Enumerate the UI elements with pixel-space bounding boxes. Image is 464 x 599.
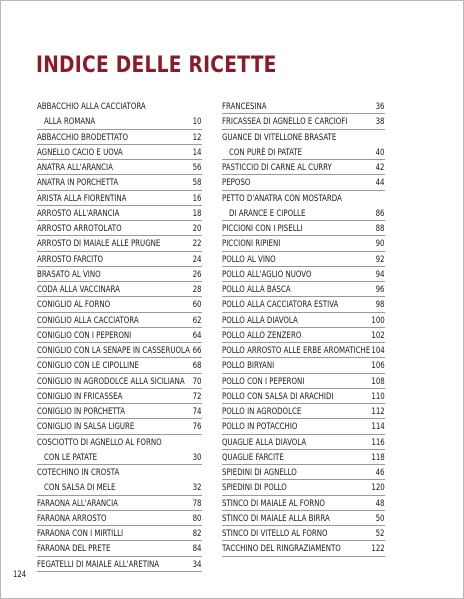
recipe-page-number: 96 — [376, 284, 385, 295]
index-entry — [37, 130, 202, 145]
recipe-name: BRASATO AL VINO — [37, 268, 101, 280]
recipe-page-number: 86 — [376, 207, 385, 219]
index-entry — [222, 297, 385, 312]
recipe-page-number: 18 — [193, 207, 202, 219]
recipe-page-number: 64 — [193, 329, 202, 341]
recipe-name: COSCIOTTO DI AGNELLO AL FORNO — [37, 436, 162, 448]
recipe-page-number: 80 — [193, 512, 202, 524]
index-entry — [37, 221, 202, 236]
recipe-name: POLLO BIRYANI — [222, 360, 275, 372]
index-entry — [37, 374, 202, 389]
recipe-page-number: 12 — [193, 131, 202, 143]
recipe-name: SPIEDINI DI POLLO — [222, 482, 287, 494]
index-entry — [37, 358, 202, 373]
recipe-name: POLLO IN AGRODOLCE — [222, 406, 302, 417]
index-entry — [37, 282, 202, 297]
recipe-name: POLLO CON I PEPERONI — [222, 375, 305, 387]
index-entry — [222, 496, 385, 511]
index-entry — [222, 450, 385, 465]
recipe-page-number: 20 — [193, 223, 202, 234]
recipe-name: FARAONA ARROSTO — [37, 512, 107, 524]
recipe-page-number: 10 — [193, 116, 202, 128]
index-entry — [37, 511, 202, 526]
index-entry — [37, 480, 202, 495]
index-entry — [222, 114, 385, 129]
recipe-name: COTECHINO IN CROSTA — [37, 467, 120, 478]
index-entry — [222, 511, 385, 526]
recipe-name: POLLO ALL'AGLIO NUOVO — [222, 268, 312, 280]
recipe-page-number: 58 — [193, 177, 202, 189]
index-entry — [222, 526, 385, 541]
recipe-page-number: 38 — [376, 116, 385, 128]
recipe-page-number: 110 — [371, 390, 385, 402]
index-entry — [222, 206, 385, 221]
recipe-name: ABBACCHIO BRODETTATO — [37, 131, 128, 143]
index-entry — [222, 191, 385, 206]
recipe-name: STINCO DI VITELLO AL FORNO — [222, 528, 328, 539]
recipe-page-number: 60 — [193, 299, 202, 311]
recipe-name: CONIGLIO IN SALSA LIGURE — [37, 421, 135, 433]
recipe-name: FARAONA CON I MIRTILLI — [37, 528, 124, 539]
recipe-name: PICCIONI CON I PISELLI — [222, 223, 303, 234]
recipe-page-number: 22 — [193, 238, 202, 250]
page-number: 124 — [13, 570, 27, 580]
recipe-page-number: 70 — [193, 375, 202, 387]
recipe-name: POLLO ALLA BASCA — [222, 284, 291, 295]
index-entry — [222, 130, 385, 145]
recipe-name: PEPOSO — [222, 177, 251, 189]
recipe-page-number: 30 — [193, 451, 202, 463]
index-entry — [37, 526, 202, 541]
recipe-name: POLLO ARROSTO ALLE ERBE AROMATICHE — [222, 345, 371, 356]
recipe-name: SPIEDINI DI AGNELLO — [222, 467, 297, 478]
recipe-name: AGNELLO CACIO E UOVA — [37, 146, 123, 158]
recipe-page-number: 104 — [371, 345, 385, 356]
recipe-page-number: 32 — [193, 482, 202, 494]
recipe-name: POLLO CON SALSA DI ARACHIDI — [222, 390, 334, 402]
recipe-name: QUAGLIE ALLA DIAVOLA — [222, 436, 307, 448]
index-entry — [222, 465, 385, 480]
recipe-page-number: 16 — [193, 192, 202, 204]
index-entry — [37, 450, 202, 465]
index-entry — [222, 480, 385, 495]
recipe-page-number: 108 — [371, 375, 385, 387]
index-entry — [37, 404, 202, 419]
recipe-name: CONIGLIO IN AGRODOLCE ALLA SICILIANA — [37, 375, 185, 387]
recipe-page-number: 106 — [371, 360, 385, 372]
recipe-name: POLLO ALLA DIAVOLA — [222, 314, 298, 326]
recipe-page-number: 66 — [193, 345, 202, 356]
recipe-page-number: 24 — [193, 253, 202, 265]
index-entry — [37, 465, 202, 480]
recipe-name: ARROSTO ALL'ARANCIA — [37, 207, 120, 219]
recipe-name: PICCIONI RIPIENI — [222, 238, 281, 250]
recipe-name: FRICASSEA DI AGNELLO E CARCIOFI — [222, 116, 348, 128]
index-entry — [222, 221, 385, 236]
index-entry — [222, 328, 385, 343]
recipe-name: CONIGLIO IN PORCHETTA — [37, 406, 126, 417]
recipe-name: FEGATELLI DI MAIALE ALL'ARETINA — [37, 558, 160, 570]
recipe-name: PASTICCIO DI CARNE AL CURRY — [222, 162, 332, 173]
index-entry — [222, 145, 385, 160]
recipe-page-number: 62 — [193, 314, 202, 326]
recipe-name: ANATRA ALL'ARANCIA — [37, 162, 113, 173]
index-entry — [37, 175, 202, 190]
index-entry — [37, 541, 202, 556]
recipe-page-number: 26 — [193, 268, 202, 280]
recipe-page-number: 76 — [193, 421, 202, 433]
recipe-name: CON PURÈ DI PATATE — [229, 146, 303, 158]
recipe-name: PETTO D'ANATRA CON MOSTARDA — [222, 192, 342, 204]
recipe-page-number: 118 — [371, 451, 385, 463]
recipe-page-number: 116 — [371, 436, 385, 448]
recipe-page-number: 72 — [193, 390, 202, 402]
index-entry — [222, 313, 385, 328]
recipe-name: CODA ALLA VACCINARA — [37, 284, 120, 295]
index-entry — [222, 374, 385, 389]
recipe-name: FARAONA DEL PRETE — [37, 543, 111, 555]
recipe-name: ARROSTO DI MAIALE ALLE PRUGNE — [37, 238, 161, 250]
recipe-name: TACCHINO DEL RINGRAZIAMENTO — [222, 543, 341, 555]
recipe-page-number: 68 — [193, 360, 202, 372]
index-entry — [37, 313, 202, 328]
index-entry — [37, 160, 202, 175]
index-entry — [222, 252, 385, 267]
recipe-name: CONIGLIO CON LE CIPOLLINE — [37, 360, 139, 372]
recipe-name: CON SALSA DI MELE — [44, 482, 116, 494]
recipe-page-number: 102 — [371, 329, 385, 341]
index-entry — [222, 160, 385, 175]
index-entry — [37, 99, 202, 114]
recipe-page-number: 40 — [376, 146, 385, 158]
recipe-page-number: 50 — [376, 512, 385, 524]
index-entry — [37, 496, 202, 511]
recipe-page-number: 98 — [376, 299, 385, 311]
recipe-page-number: 48 — [376, 497, 385, 509]
recipe-name: CONIGLIO CON I PEPERONI — [37, 329, 132, 341]
recipe-name: ABBACCHIO ALLA CACCIATORA — [37, 101, 146, 112]
recipe-name: QUAGLIE FARCITE — [222, 451, 284, 463]
index-entry — [222, 541, 385, 556]
index-entry — [37, 267, 202, 282]
recipe-name: CON LE PATATE — [44, 451, 98, 463]
index-entry — [37, 191, 202, 206]
recipe-page-number: 78 — [193, 497, 202, 509]
index-entry — [222, 343, 385, 358]
recipe-page-number: 42 — [376, 162, 385, 173]
recipe-name: STINCO DI MAIALE ALLA BIRRA — [222, 512, 330, 524]
index-entry — [222, 282, 385, 297]
recipe-name: POLLO IN POTACCHIO — [222, 421, 298, 433]
recipe-name: STINCO DI MAIALE AL FORNO — [222, 497, 325, 509]
recipe-name: CONIGLIO ALLA CACCIATORA — [37, 314, 139, 326]
index-entry — [37, 557, 202, 572]
index-entry — [222, 389, 385, 404]
recipe-name: CONIGLIO CON LA SENAPE IN CASSERUOLA — [37, 345, 190, 356]
recipe-name: POLLO ALLA CACCIATORA ESTIVA — [222, 299, 339, 311]
recipe-name: ALLA ROMANA — [44, 116, 96, 128]
recipe-name: ARROSTO FARCITO — [37, 253, 104, 265]
index-entry — [37, 252, 202, 267]
recipe-name: DI ARANCE E CIPOLLE — [229, 207, 306, 219]
recipe-name: FARAONA ALL'ARANCIA — [37, 497, 118, 509]
recipe-page-number: 100 — [371, 314, 385, 326]
index-entry — [222, 99, 385, 114]
recipe-page-number: 74 — [193, 406, 202, 417]
recipe-page-number: 92 — [376, 253, 385, 265]
index-entry — [222, 404, 385, 419]
page-title: INDICE DELLE RICETTE — [36, 52, 277, 79]
recipe-page-number: 84 — [193, 543, 202, 555]
index-entry — [222, 358, 385, 373]
recipe-name: GUANCE DI VITELLONE BRASATE — [222, 131, 337, 143]
index-entry — [37, 236, 202, 251]
recipe-page-number: 14 — [193, 146, 202, 158]
index-entry — [222, 435, 385, 450]
recipe-page-number: 52 — [376, 528, 385, 539]
index-entry — [37, 297, 202, 312]
index-entry — [37, 435, 202, 450]
index-entry — [222, 267, 385, 282]
index-entry — [37, 343, 202, 358]
index-entry — [37, 145, 202, 160]
recipe-page-number: 44 — [376, 177, 385, 189]
index-entry — [37, 419, 202, 434]
index-entry — [222, 419, 385, 434]
recipe-page-number: 56 — [193, 162, 202, 173]
recipe-name: CONIGLIO AL FORNO — [37, 299, 111, 311]
index-column-left — [37, 99, 202, 572]
recipe-page-number: 120 — [371, 482, 385, 494]
recipe-page-number: 114 — [371, 421, 385, 433]
recipe-page-number: 90 — [376, 238, 385, 250]
recipe-page-number: 82 — [193, 528, 202, 539]
index-entry — [37, 114, 202, 129]
recipe-name: ARISTA ALLA FIORENTINA — [37, 192, 127, 204]
recipe-name: ARROSTO ARROTOLATO — [37, 223, 122, 234]
recipe-name: POLLO AL VINO — [222, 253, 276, 265]
recipe-page-number: 112 — [371, 406, 385, 417]
recipe-page-number: 36 — [376, 101, 385, 112]
recipe-page-number: 46 — [376, 467, 385, 478]
index-entry — [222, 175, 385, 190]
index-entry — [222, 236, 385, 251]
index-entry — [37, 328, 202, 343]
recipe-page-number: 88 — [376, 223, 385, 234]
recipe-name: FRANCESINA — [222, 101, 267, 112]
index-entry — [37, 389, 202, 404]
recipe-page-number: 94 — [376, 268, 385, 280]
recipe-page-number: 122 — [371, 543, 385, 555]
recipe-page-number: 28 — [193, 284, 202, 295]
recipe-page-number: 34 — [193, 558, 202, 570]
recipe-name: CONIGLIO IN FRICASSEA — [37, 390, 123, 402]
index-column-right — [222, 99, 385, 557]
recipe-name: POLLO ALLO ZENZERO — [222, 329, 302, 341]
index-entry — [37, 206, 202, 221]
recipe-name: ANATRA IN PORCHETTA — [37, 177, 119, 189]
